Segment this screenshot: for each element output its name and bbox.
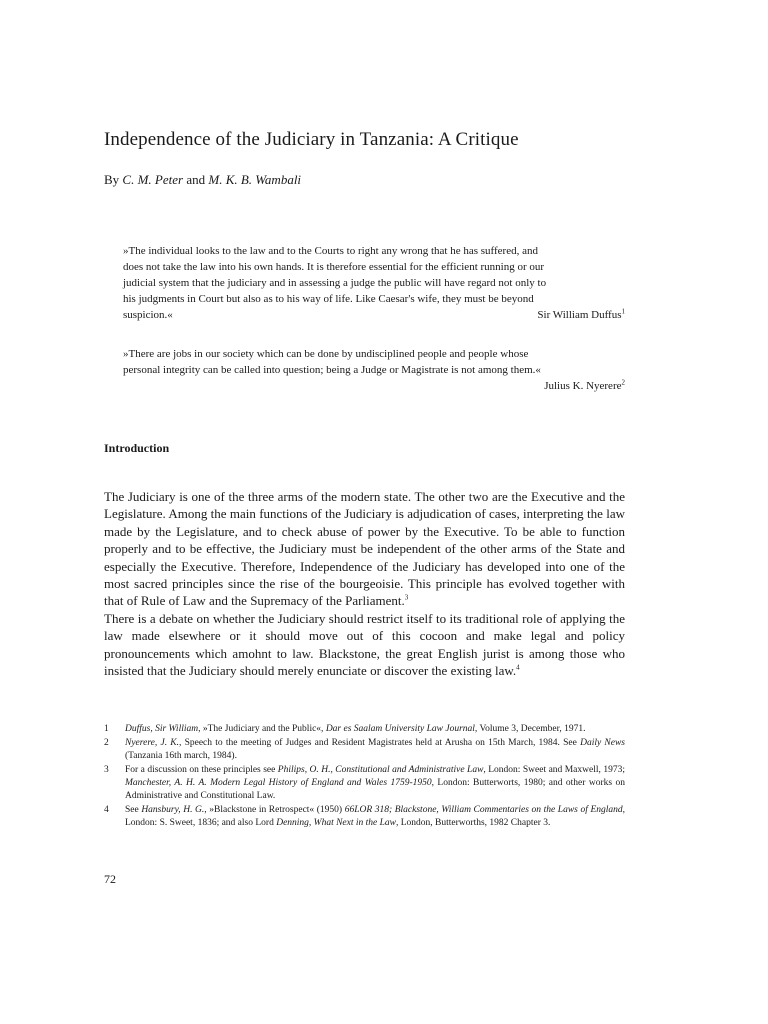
paragraph-text: The Judiciary is one of the three arms of the modern state. The other two are the Executive and the Legislature. Among the main functions of the Judiciary is adjudication of cases, interpreting the law made by the Legislature, and to check abuse of power by the Executive. To be able to function properly and to be effective, the Judiciary must be independent of the other arms of the State and especially the Executive. Therefore, Independence of the Judiciary has developed into one of the most sacred principles since the rise of the bourgeoisie. This principle has evolved together with that of Rule of Law and the Supremacy of the Parliament. xyxy=(104,489,625,609)
footnote-plain-text: , London: Butterworts, 1980; and other works on Administrative and Constitutional Law. xyxy=(125,778,625,801)
footnote-number: 1 xyxy=(104,724,109,734)
footnote-number: 2 xyxy=(104,738,109,748)
footnote-ref: 1 xyxy=(621,307,625,316)
footnote-plain-text: (Tanzania 16th march, 1984). xyxy=(125,751,237,761)
footnotes xyxy=(104,723,625,831)
footnote-plain-text: For a discussion on these principles see xyxy=(125,765,278,775)
author-1: C. M. Peter xyxy=(122,172,184,187)
article-title: Independence of the Judiciary in Tanzania: A Critique xyxy=(104,129,519,150)
footnote-italic-text: Denning, What Next in the Law xyxy=(276,818,396,828)
epigraph-attribution xyxy=(123,307,625,323)
epigraph-nyerere xyxy=(123,346,625,394)
footnote-italic-text: Duffus, Sir William xyxy=(125,724,199,734)
epigraph-line: personal integrity can be called into question; being a Judge or Magistrate is not among them.« xyxy=(123,364,541,376)
footnote-plain-text: , Volume 3, December, 1971. xyxy=(474,724,586,734)
footnote-plain-text: , »Blackstone in Retrospect« (1950) xyxy=(204,805,345,815)
footnote-ref: 2 xyxy=(621,378,625,387)
footnote-italic-text: 66LOR 318; Blackstone, William Commentaries on the Laws of England xyxy=(344,805,623,815)
page-number: 72 xyxy=(104,872,116,886)
section-heading: Introduction xyxy=(104,441,170,455)
footnote-text xyxy=(125,737,625,763)
footnote-italic-text: Daily News xyxy=(580,738,625,748)
footnote-plain-text: , London: S. Sweet, 1836; and also Lord xyxy=(125,805,626,828)
epigraph-line: »There are jobs in our society which can be done by undisciplined people and people whose xyxy=(123,348,529,360)
epigraph-duffus xyxy=(123,243,625,323)
footnote-italic-text: Hansbury, H. G. xyxy=(141,805,205,815)
footnote xyxy=(104,723,625,736)
epigraph-line: judicial system that the judiciary and in assessing a judge the public will have regard not only to xyxy=(123,277,547,289)
footnote xyxy=(104,804,625,830)
footnote-italic-text: Nyerere, J. K. xyxy=(125,738,179,748)
byline-conjunction: and xyxy=(186,172,206,187)
paragraph xyxy=(104,488,625,610)
epigraph-line: »The individual looks to the law and to the Courts to right any wrong that he has suffered, and xyxy=(123,245,538,257)
footnote-ref: 4 xyxy=(516,663,520,672)
footnote xyxy=(104,737,625,763)
footnote-plain-text: See xyxy=(125,805,142,815)
byline xyxy=(104,171,301,189)
footnote-text xyxy=(125,764,625,803)
byline-prefix: By xyxy=(104,172,120,187)
footnote-plain-text: , »The Judiciary and the Public«, xyxy=(198,724,326,734)
epigraph-attribution xyxy=(123,378,625,394)
footnote xyxy=(104,764,625,803)
paragraph xyxy=(104,610,625,680)
footnote-italic-text: Philips, O. H., Constitutional and Administrative Law xyxy=(277,765,484,775)
footnote-ref: 3 xyxy=(404,594,409,603)
footnote-text xyxy=(125,804,625,830)
footnote-plain-text: , London: Sweet and Maxwell, 1973; xyxy=(483,765,625,775)
footnote-number: 3 xyxy=(104,765,109,775)
epigraph-line: suspicion.« xyxy=(123,309,173,321)
footnote-italic-text: Dar es Saalam University Law Journal xyxy=(325,724,475,734)
footnote-plain-text: , London, Butterworths, 1982 Chapter 3. xyxy=(396,818,551,828)
paragraph-text: There is a debate on whether the Judiciary should restrict itself to its traditional role of applying the law made elsewhere or it should move out of this cocoon and make legal and policy pronouncements which amohnt to law. Blackstone, the great English jurist is among those who insisted that the Judiciary should merely enunciate or discover the existing law. xyxy=(104,610,625,679)
footnote-number: 4 xyxy=(104,805,109,815)
author-2: M. K. B. Wambali xyxy=(208,172,302,187)
epigraph-line: his judgments in Court but also as to his way of life. Like Caesar's wife, they must be beyond xyxy=(123,293,534,305)
footnote-text xyxy=(125,723,625,736)
footnote-italic-text: Manchester, A. H. A. Modern Legal History of England and Wales 1759-1950 xyxy=(125,778,432,788)
attribution-name: Julius K. Nyerere xyxy=(544,380,622,392)
attribution-name: Sir William Duffus xyxy=(537,309,622,321)
body-text xyxy=(104,488,625,679)
epigraph-line: does not take the law into his own hands. It is therefore essential for the efficient running or our xyxy=(123,261,545,273)
footnote-plain-text: , Speech to the meeting of Judges and Resident Magistrates held at Arusha on 15th March, 1984. See xyxy=(179,738,581,748)
